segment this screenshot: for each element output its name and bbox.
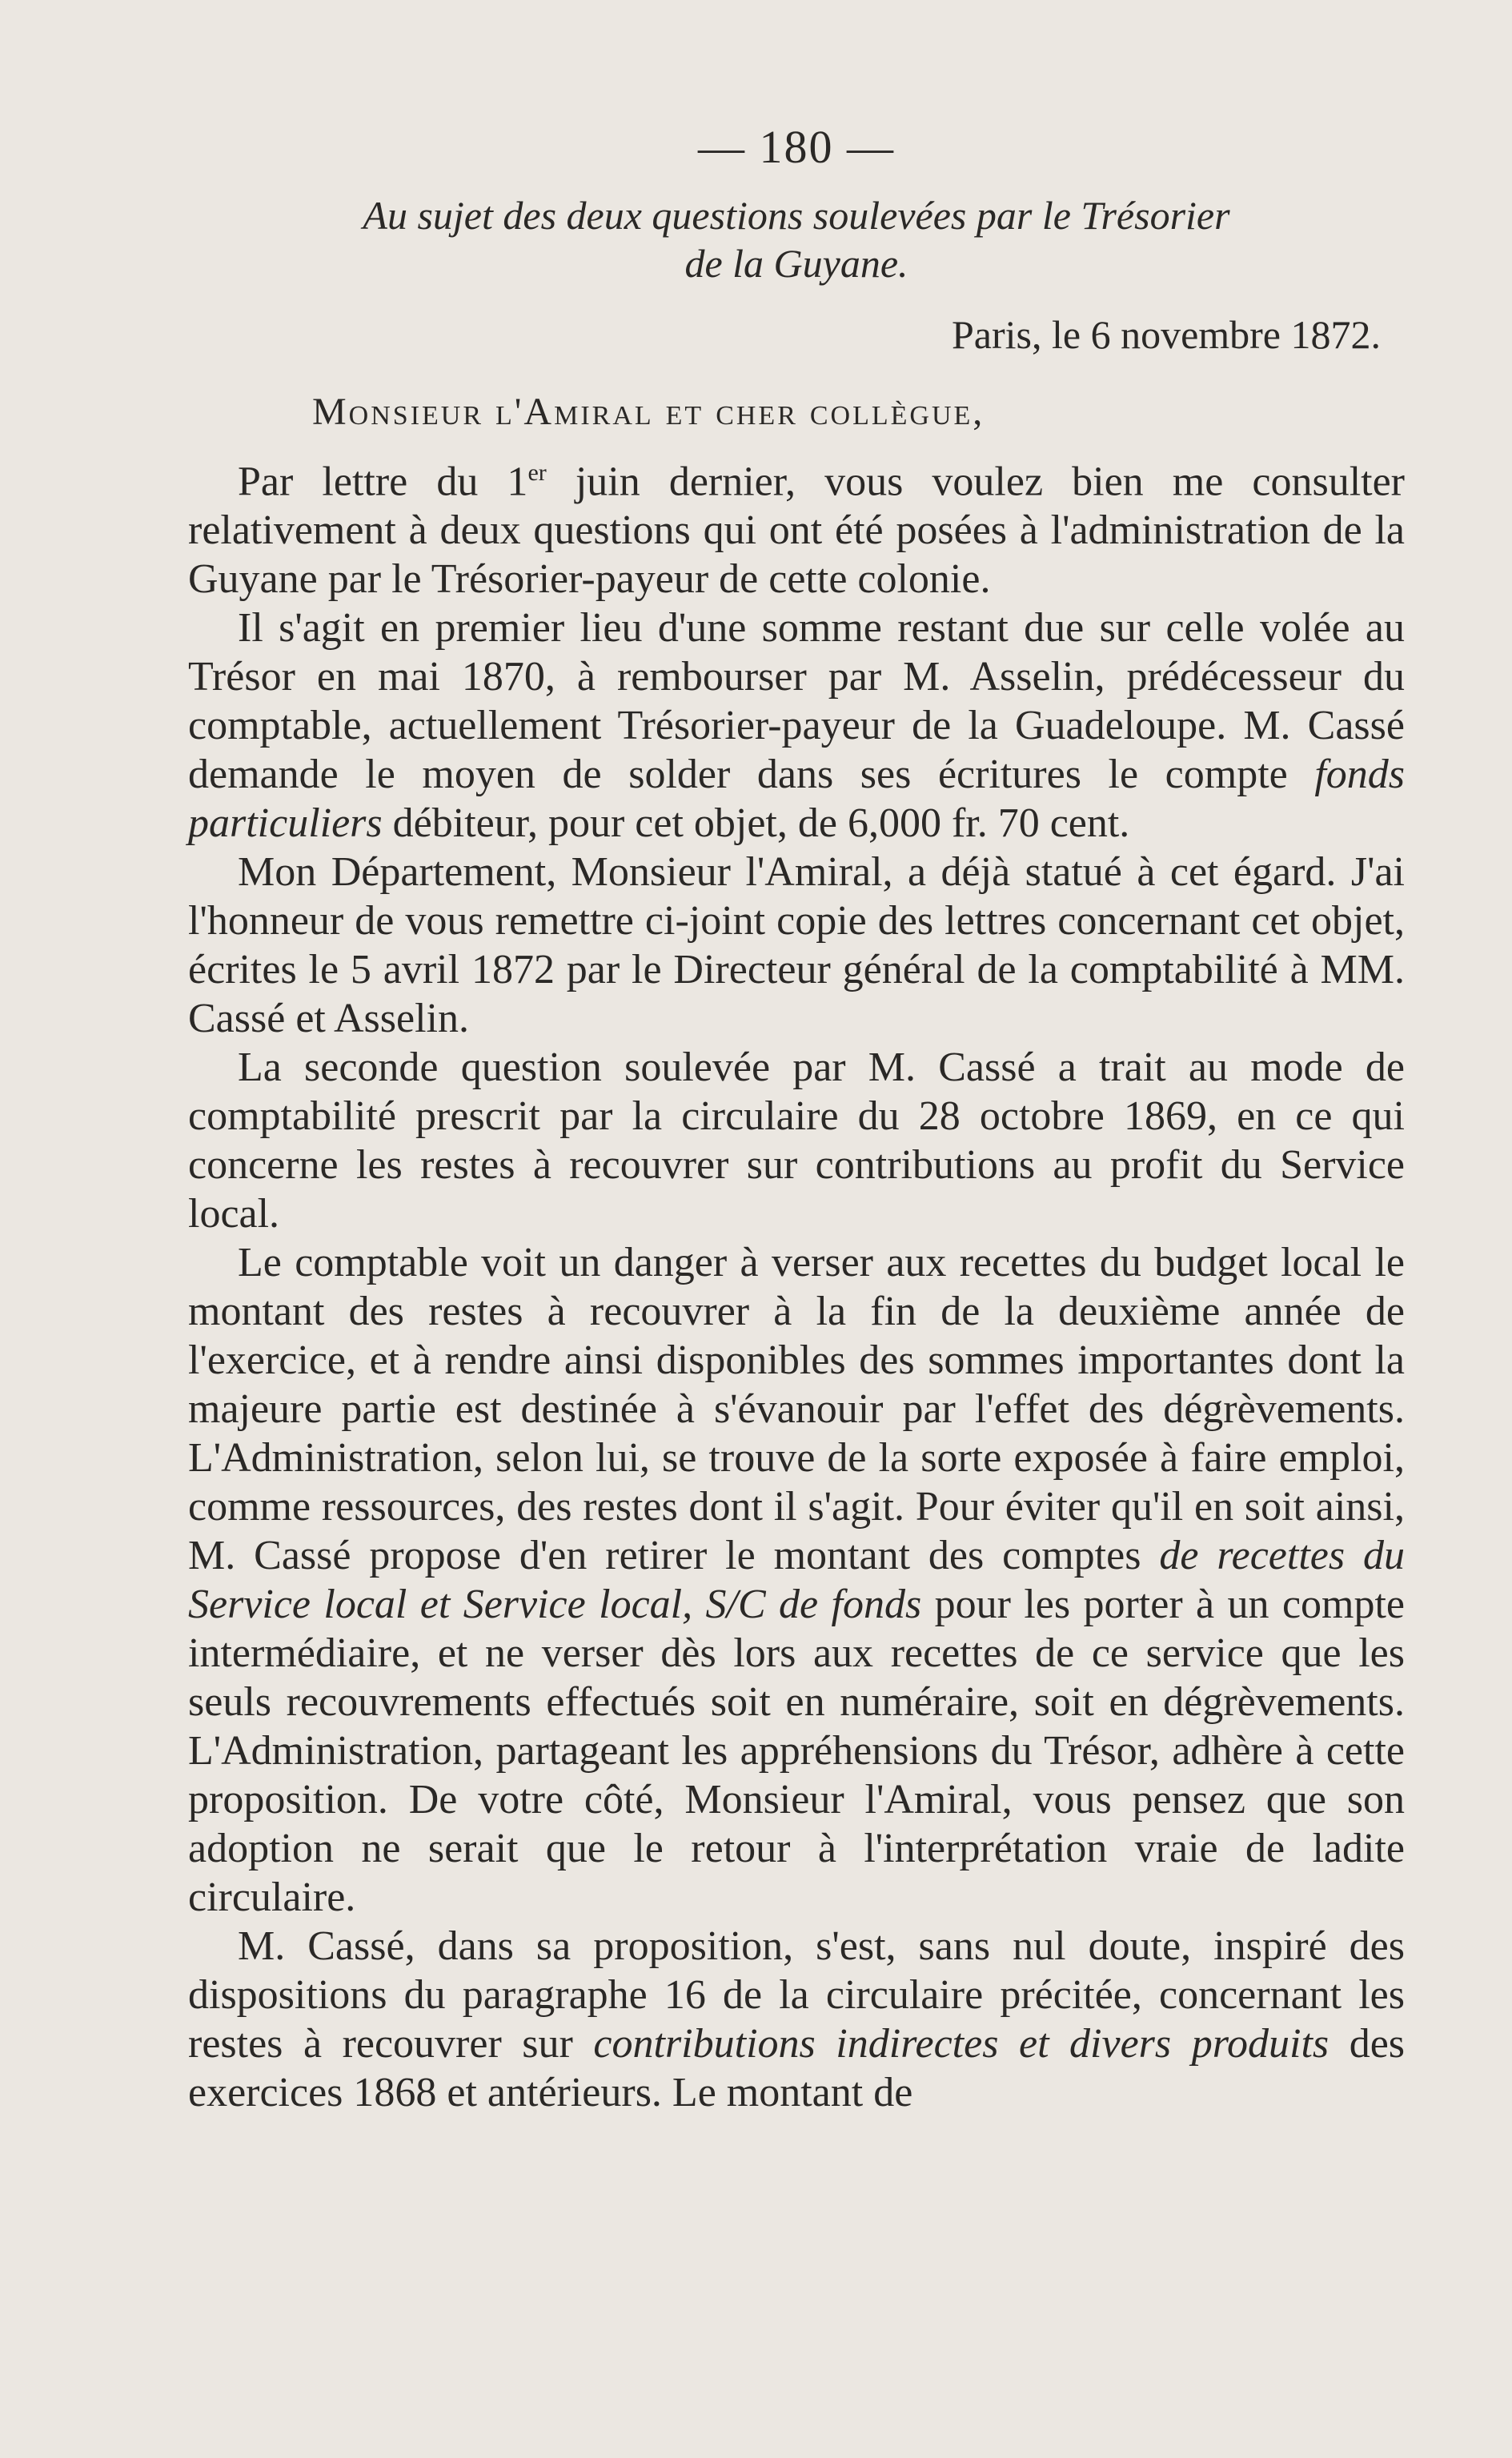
paragraph-1-text-b: juin dernier, vous voulez bien me consulter relativement à deux questions qui ont été posées à l'administration de la Guyane par le Trésorier-payeur de cette colonie. [188, 459, 1405, 603]
page-number: — 180 — [698, 121, 895, 173]
document-page [188, 120, 1405, 2117]
paragraph-5-text-a: Le comptable voit un danger à verser aux recettes du budget local le montant des restes à recouvrer à la fin de la deuxième année de l'exercice, et à rendre ainsi disponibles des sommes importantes dont la majeure partie est destinée à s'évanouir par l'effet des dégrèvements. L'Administration, selon lui, se trouve de la sorte exposée à faire emploi, comme ressources, des restes dont il s'agit. Pour éviter qu'il en soit ainsi, M. Cassé propose d'en retirer le montant des comptes [188, 1240, 1405, 1579]
paragraph-1-superscript: er [527, 459, 547, 486]
dateline: Paris, le 6 novembre 1872. [951, 312, 1381, 357]
paragraph-6-text-b: des exercices 1868 et antérieurs. Le montant de [188, 2021, 1406, 2116]
paragraph-1-text-a: Par lettre du 1 [238, 459, 528, 505]
paragraph-1 [188, 448, 1405, 603]
paragraph-6 [188, 1922, 1405, 2117]
paragraph-2-text-a: Il s'agit en premier lieu d'une somme restant due sur celle volée au Trésor en mai 1870, à rembourser par M. Asselin, prédécesseur du comptable, actuellement Trésorier-payeur de la Guadeloupe. M. Cassé demande le moyen de solder dans ses écritures le compte [188, 605, 1405, 798]
letter-heading [188, 191, 1405, 287]
paragraph-2 [188, 603, 1405, 848]
paragraph-5 [188, 1238, 1405, 1922]
salutation: Monsieur l'Amiral et cher collègue, [312, 391, 985, 433]
paragraph-2-italic: fonds particuliers [188, 752, 1405, 847]
paragraph-5-italic: de recettes du Service local et Service local, S/C de fonds [188, 1533, 1405, 1628]
paragraph-5-text-b: pour les porter à un compte intermédiaire, et ne verser dès lors aux recettes de ce service que les seuls recouvrements effectués soit en numéraire, soit en dégrèvements. L'Administration, partageant les appréhensions du Trésor, adhère à cette proposition. De votre côté, Monsieur l'Amiral, vous pensez que son adoption ne serait que le retour à l'interprétation vraie de ladite circulaire. [188, 1582, 1405, 1921]
heading-line-2: de la Guyane. [684, 241, 908, 286]
paragraph-4: La seconde question soulevée par M. Cassé a trait au mode de comptabilité prescrit par la circulaire du 28 octobre 1869, en ce qui concerne les restes à recouvrer sur contributions au profit du Service local. [188, 1045, 1405, 1237]
paragraph-6-text-a: M. Cassé, dans sa proposition, s'est, sans nul doute, inspiré des dispositions du paragraphe 16 de la circulaire précitée, concernant les restes à recouvrer sur [188, 1923, 1405, 2067]
paragraph-3: Mon Département, Monsieur l'Amiral, a déjà statué à cet égard. J'ai l'honneur de vous remettre ci-joint copie des lettres concernant cet objet, écrites le 5 avril 1872 par le Directeur général de la comptabilité à MM. Cassé et Asselin. [188, 849, 1405, 1042]
heading-line-1: Au sujet des deux questions soulevées par le Trésorier [363, 193, 1230, 238]
paragraph-2-text-b: débiteur, pour cet objet, de 6,000 fr. 70 cent. [382, 800, 1130, 847]
paragraph-6-italic: contributions indirectes et divers produits [593, 2021, 1330, 2067]
